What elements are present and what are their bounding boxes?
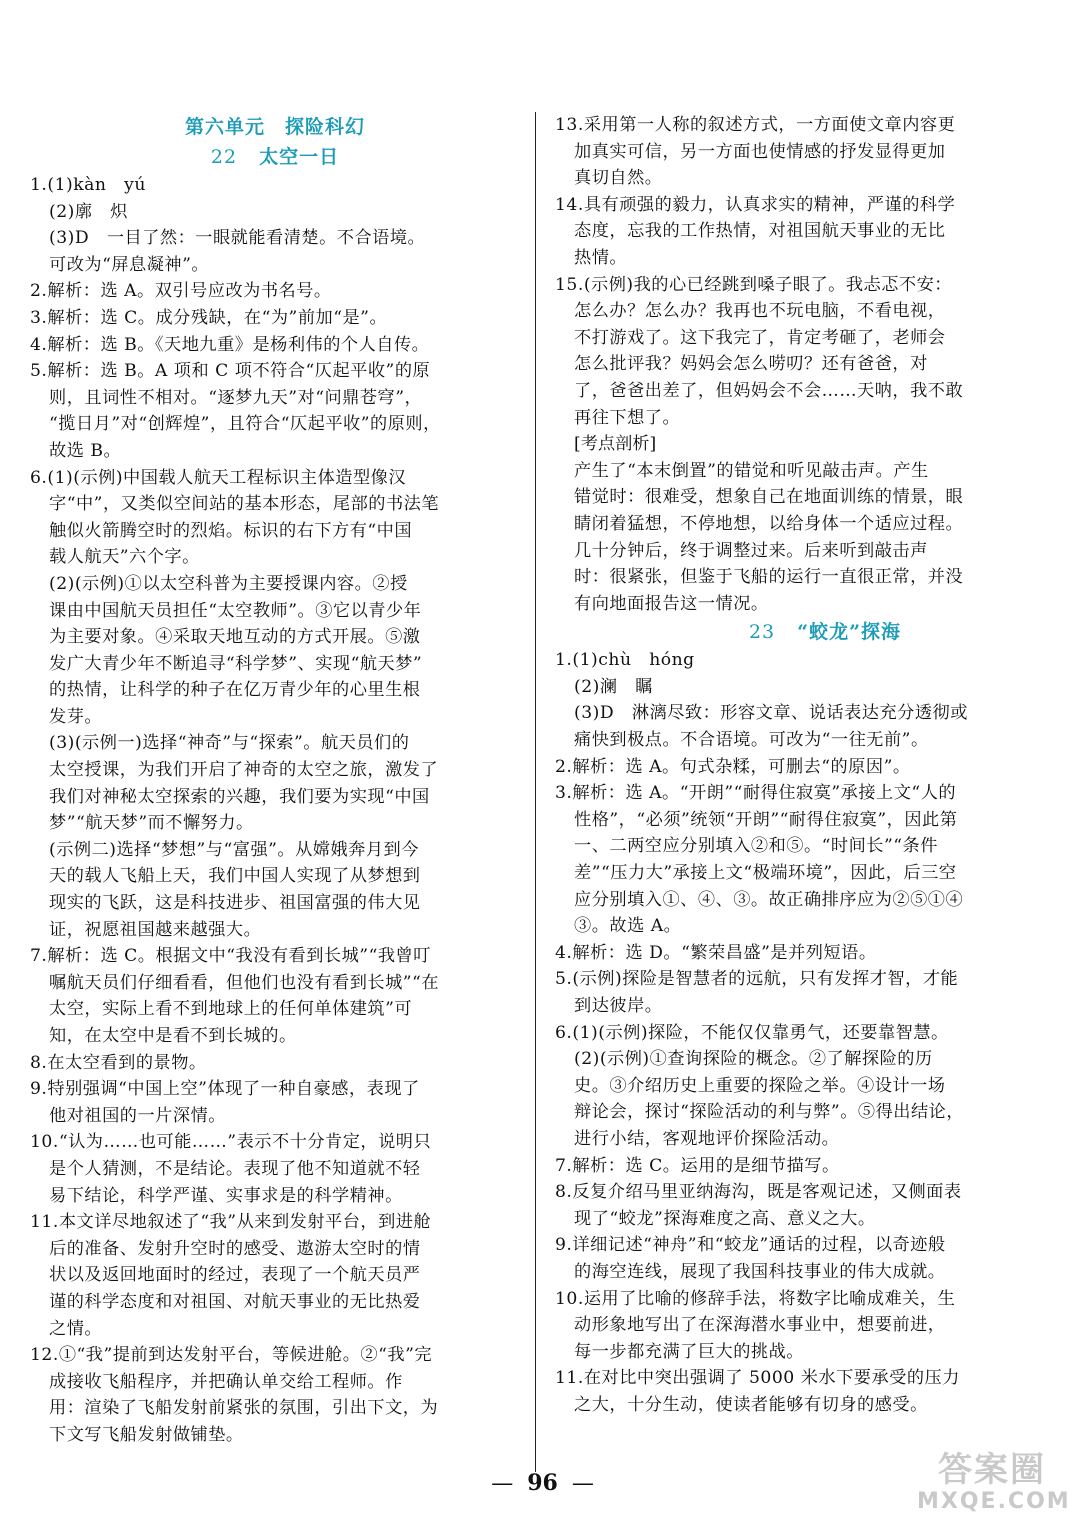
answer-line: 辩论会，探讨“探险活动的利与弊”。⑤得出结论， (574, 1102, 965, 1123)
answer-line: 现实的飞跃，这是科技进步、祖国富强的伟大见 (49, 893, 421, 914)
answer-line: 进行小结，客观地评价探险活动。 (574, 1128, 840, 1149)
answer-line: 3.解析：选 A。“开朗”“耐得住寂寞”承接上文“人的 (555, 783, 957, 804)
answer-line: 状以及返回地面时的经过，表现了一个航天员严 (49, 1265, 421, 1286)
answer-line: 成接收飞船程序，并把确认单交给工程师。作 (49, 1371, 403, 1392)
dash-right: — (571, 1471, 594, 1496)
answer-line: “揽日月”对“创辉煌”，且符合“仄起平收”的原则， (49, 414, 441, 435)
answer-line: 7.解析：选 C。根据文中“我没有看到长城”“我曾叮 (30, 946, 431, 967)
answer-line: 10.运用了比喻的修辞手法，将数字比喻成难关，生 (555, 1288, 956, 1309)
answer-line: 天的载人飞船上天，我们中国人实现了从梦想到 (49, 866, 421, 887)
unit-title: 第六单元 探险科幻 (184, 116, 365, 138)
answer-line: 热情。 (574, 247, 628, 268)
answer-line: 9.特别强调“中国上空”体现了一种自豪感，表现了 (30, 1079, 420, 1100)
page-number-value: 96 (527, 1470, 558, 1496)
answer-line: 不打游戏了。这下我完了，肯定考砸了，老师会 (574, 327, 946, 348)
answer-line: 每一步都充满了巨大的挑战。 (574, 1341, 804, 1362)
answer-line: 是个人猜测，不是结论。表现了他不知道就不轻 (49, 1158, 421, 1179)
answer-line: 太空授课，为我们开启了神奇的太空之旅，激发了 (49, 760, 439, 781)
answer-line: 的热情，让科学的种子在亿万青少年的心里生根 (49, 680, 421, 701)
answer-line: 13.采用第一人称的叙述方式，一方面使文章内容更 (555, 115, 956, 135)
answer-line: 11.在对比中突出强调了 5000 米水下要承受的压力 (555, 1368, 960, 1389)
right-answer-lines-b (555, 458, 1055, 618)
answer-line: 之大，十分生动，使读者能够有切身的感受。 (574, 1394, 928, 1415)
answer-line: (2)廓 炽 (49, 201, 128, 222)
answer-line: 怎么批评我？妈妈会怎么唠叨？还有爸爸，对 (574, 354, 928, 375)
answer-line: 他对祖国的一片深情。 (49, 1105, 226, 1126)
answer-line: 时：很紧张，但鉴于飞船的运行一直很正常，并没 (574, 567, 964, 588)
answer-line: 痛快到极点。不合语境。可改为“一往无前”。 (574, 730, 929, 751)
answer-line: ③。故选 A。 (574, 916, 682, 937)
answer-line: 1.(1)kàn yú (30, 175, 146, 195)
watermark-top: 答案圈 (938, 1450, 1046, 1490)
answer-line: (3)D 一目了然：一眼就能看清楚。不合语境。 (49, 228, 426, 249)
answer-line: 发广大青少年不断追寻“科学梦”、实现“航天梦” (49, 653, 423, 674)
answer-line: 知，在太空中是看不到长城的。 (49, 1026, 297, 1046)
answer-line: 差”“压力大”承接上文“极端环境”，因此，后三空 (574, 863, 957, 884)
dash-left: — (491, 1471, 514, 1496)
answer-line: 态度，忘我的工作热情，对祖国航天事业的无比 (574, 221, 946, 242)
answer-line: 5.解析：选 B。A 项和 C 项不符合“仄起平收”的原 (30, 361, 431, 382)
answer-line: (2)(示例)①以太空科普为主要授课内容。②授 (49, 573, 408, 594)
answer-line: 太空，实际上看不到地球上的任何单体建筑”可 (49, 999, 413, 1020)
answer-line: 5.(示例)探险是智慧者的远航，只有发挥才智，才能 (555, 969, 959, 990)
lesson-number: 23 (748, 621, 776, 644)
answer-line: 怎么办？怎么办？我再也不玩电脑，不看电视， (574, 301, 946, 322)
answer-line: 动形象地写出了在深海潜水事业中，想要前进， (574, 1315, 946, 1336)
lesson-22-title (30, 142, 520, 172)
answer-line: 史。③介绍历史上重要的探险之举。④设计一场 (574, 1075, 946, 1096)
answer-line: 触似火箭腾空时的烈焰。标识的右下方有“中国 (49, 520, 413, 541)
answer-line: 2.解析：选 A。句式杂糅，可删去“的原因”。 (555, 756, 911, 777)
answer-line: 谨的科学态度和对祖国、对航天事业的无比热爱 (49, 1291, 421, 1312)
answer-line: 产生了“本末倒置”的错觉和听见敲击声。产生 (574, 460, 929, 481)
answer-line: 真切自然。 (574, 168, 663, 189)
answer-line: 7.解析：选 C。运用的是细节描写。 (555, 1155, 840, 1176)
answer-line: 错觉时：很难受，想象自己在地面训练的情景，眼 (574, 487, 964, 508)
answer-line: 10.“认为……也可能……”表示不十分肯定，说明只 (30, 1132, 432, 1153)
answer-line: 14.具有顽强的毅力，认真求实的精神，严谨的科学 (555, 194, 956, 215)
answer-line: 再往下想了。 (574, 407, 681, 428)
answer-line: 证，祝愿祖国越来越强大。 (49, 919, 262, 940)
answer-line: 为主要对象。④采取天地互动的方式开展。⑤激 (49, 627, 421, 648)
answer-line: 用：渲染了飞船发射前紧张的氛围，引出下文，为 (49, 1398, 439, 1419)
answer-line: 性格”，“必须”统领“开朗”“耐得住寂寞”，因此第 (574, 809, 958, 830)
answer-line: 到达彼岸。 (574, 996, 663, 1016)
right-answer-lines-a (555, 112, 1055, 431)
answer-line: 11.本文详尽地叙述了“我”从来到发射平台，到进舱 (30, 1212, 432, 1233)
answer-line: 8.反复介绍马里亚纳海沟，既是客观记述，又侧面表 (555, 1182, 962, 1203)
lesson-number: 22 (210, 146, 238, 168)
answer-line: (示例二)选择“梦想”与“富强”。从嫦娥奔月到今 (49, 839, 419, 860)
answer-line: 加真实可信，另一方面也使情感的抒发显得更加 (574, 141, 946, 162)
answer-line: 字“中”，又类似空间站的基本形态，尾部的书法笔 (49, 494, 440, 515)
answer-line: 了，爸爸出差了，但妈妈会不会……天呐，我不敢 (574, 380, 964, 401)
lesson-name: “蛟龙”探海 (797, 621, 902, 644)
answer-line: 12.①“我”提前到达发射平台，等候进舱。②“我”完 (30, 1345, 433, 1366)
answer-line: 则，且词性不相对。“逐梦九天”对“问鼎苍穹”， (49, 387, 423, 408)
answer-line: 可改为“屏息凝神”。 (49, 254, 210, 275)
answer-line: (2)(示例)①查询探险的概念。②了解探险的历 (574, 1049, 933, 1070)
answer-line: 8.在太空看到的景物。 (30, 1052, 207, 1073)
answer-line: 6.(1)(示例)探险，不能仅仅靠勇气，还要靠智慧。 (555, 1022, 949, 1043)
answer-line: 4.解析：选 D。“繁荣昌盛”是并列短语。 (555, 942, 877, 963)
answer-line: 6.(1)(示例)中国载人航天工程标识主体造型像汉 (30, 467, 407, 488)
lesson-name: 太空一日 (259, 146, 340, 168)
answer-line: 2.解析：选 A。双引号应改为书名号。 (30, 281, 332, 302)
answer-line: (3)(示例一)选择“神奇”与“探索”。航天员们的 (49, 733, 410, 754)
answer-line: 现了“蛟龙”探海难度之高、意义之大。 (574, 1208, 876, 1229)
answer-line: 发芽。 (49, 706, 103, 727)
watermark-logo (917, 1450, 1071, 1520)
answer-line: 嘱航天员们仔细看看，但他们也没有看到长城”“在 (49, 972, 440, 993)
answer-line: 15.(示例)我的心已经跳到嗓子眼了。我忐忑不安： (555, 274, 952, 295)
left-column (30, 112, 520, 1449)
answer-line: 我们对神秘太空探索的兴趣，我们要为实现“中国 (49, 786, 430, 807)
right-answer-lines-c (555, 647, 1055, 1418)
answer-line: 之情。 (49, 1318, 103, 1339)
answer-line: 9.详细记述“神舟”和“蛟龙”通话的过程，以奇迹般 (555, 1235, 946, 1256)
column-divider (535, 112, 536, 1472)
answer-line: 1.(1)chù hóng (555, 650, 695, 671)
answer-line: 故选 B。 (49, 440, 122, 461)
kaodian-label: [考点剖析] (574, 434, 657, 455)
answer-line: 4.解析：选 B。《天地九重》是杨利伟的个人自传。 (30, 334, 430, 355)
answer-line: 易下结论，科学严谨、实事求是的科学精神。 (49, 1185, 403, 1206)
answer-line: 应分别填入①、④、③。故正确排序应为②⑤①④ (574, 889, 964, 910)
answer-line: 3.解析：选 C。成分残缺，在“为”前加“是”。 (30, 307, 388, 328)
answer-line: (3)D 淋漓尽致：形容文章、说话表达充分透彻或 (574, 703, 968, 724)
answer-line: 睛闭着猛想，不停地想，以给身体一个适应过程。 (574, 513, 964, 534)
watermark-bottom: MXQE.COM (917, 1489, 1071, 1514)
answer-line: 梦”“航天梦”而不懈努力。 (49, 813, 254, 834)
answer-line: 后的准备、发射升空时的感受、遨游太空时的情 (49, 1238, 421, 1259)
lesson-23-title (595, 617, 1055, 647)
answer-line: 课由中国航天员担任“太空教师”。③它以青少年 (49, 600, 422, 621)
left-answer-lines (30, 172, 520, 1449)
answer-line: 下文写飞船发射做铺垫。 (49, 1424, 244, 1445)
answer-line: 一、二两空应分别填入②和⑤。“时间长”“条件 (574, 836, 938, 857)
answer-line: 的海空连线，展现了我国科技事业的伟大成就。 (574, 1261, 946, 1282)
answer-line: (2)澜 瞩 (574, 676, 653, 697)
answer-line: 几十分钟后，终于调整过来。后来听到敲击声 (574, 540, 928, 561)
answer-line: 载人航天”六个字。 (49, 547, 200, 568)
right-column (555, 112, 1055, 1419)
answer-line: 有向地面报告这一情况。 (574, 593, 769, 614)
